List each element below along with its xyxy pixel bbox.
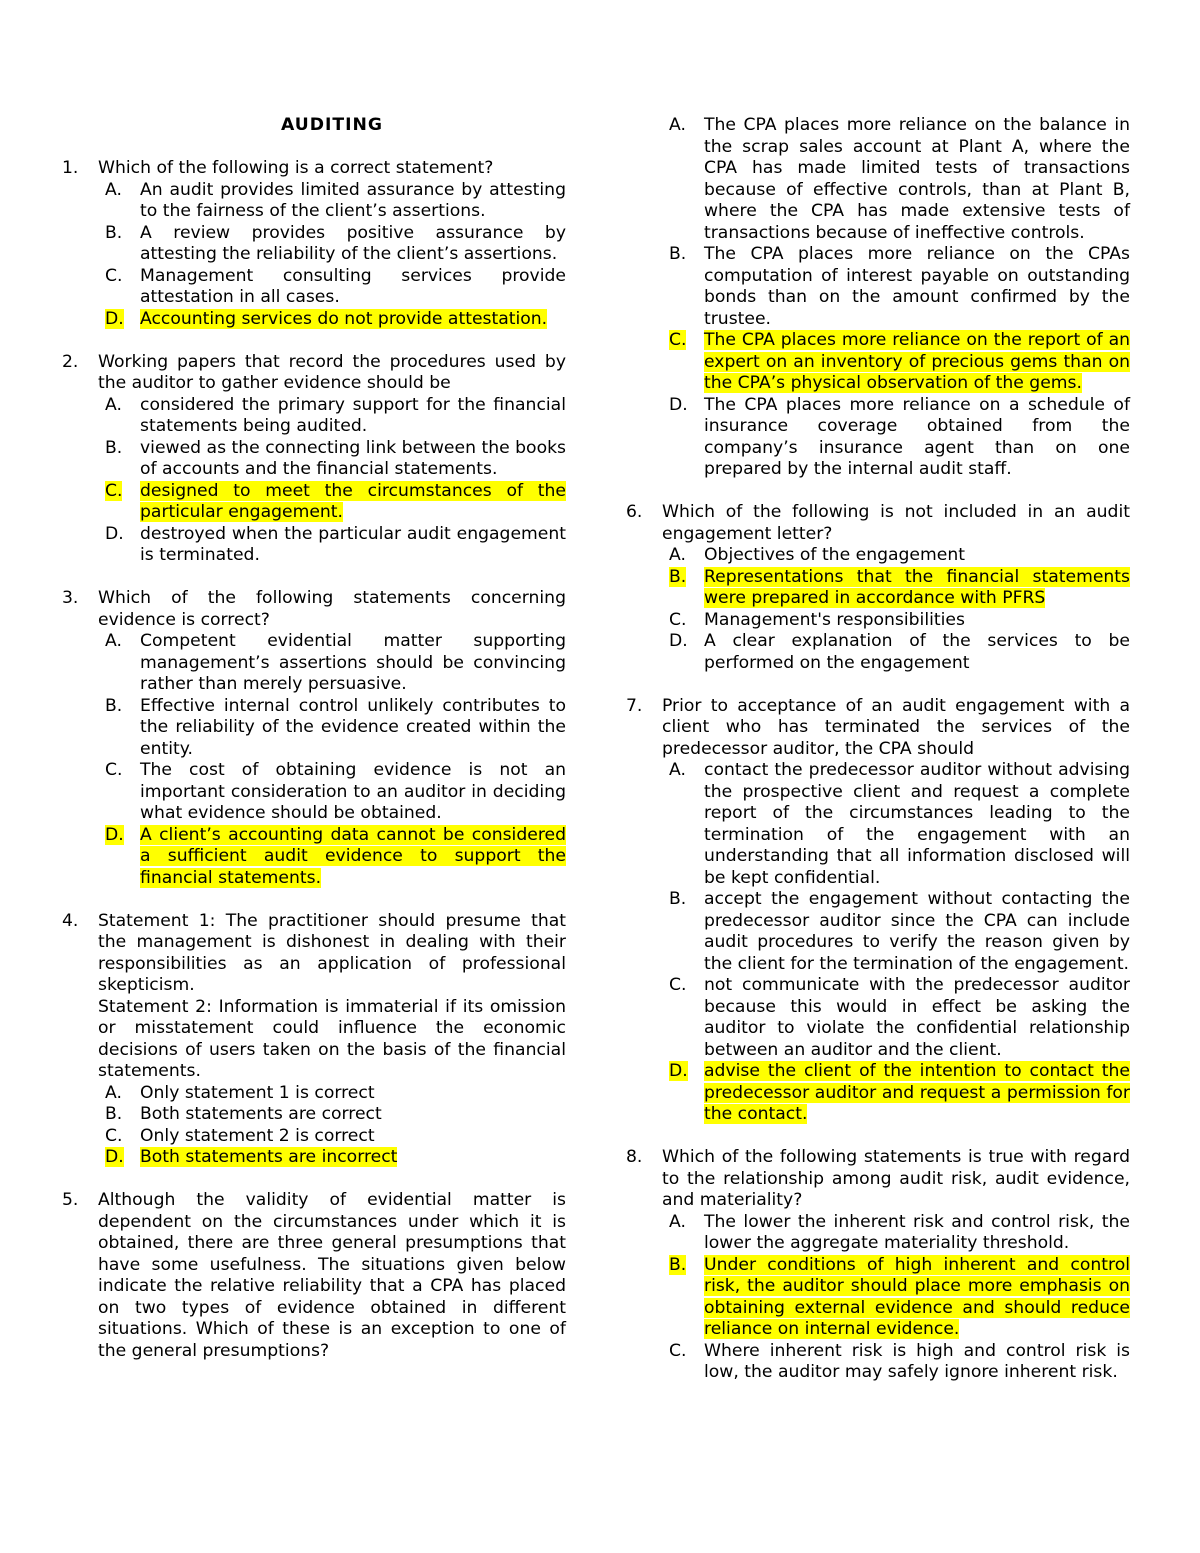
option-b: B. viewed as the connecting link between the books of accounts and the financial statements. (105, 437, 566, 479)
option-b: B. The CPA places more reliance on the CPAs computation of interest payable on outstanding bonds than on the amount confirmed by the trustee. (669, 244, 1130, 329)
question-number: 4. (62, 910, 79, 931)
question-2 (62, 352, 566, 567)
option-c: C. The cost of obtaining evidence is not an important consideration to an auditor in deciding what evidence should be obtained. (105, 760, 566, 823)
option-b-highlighted: B. Representations that the financial statements were prepared in accordance with PFRS (669, 566, 1130, 608)
question-3 (62, 588, 566, 889)
left-column (62, 115, 566, 1384)
question-number: 3. (62, 588, 79, 608)
option-b: B. accept the engagement without contacting the predecessor auditor since the CPA can include audit procedures to verify the reason given by the client for the termination of the engagement. (669, 889, 1130, 974)
option-a: A. contact the predecessor auditor without advising the prospective client and request a complete report of the circumstances leading to the termination of the engagement with an understanding that all information disclosed will be kept confidential. (669, 760, 1130, 888)
question-5-options (626, 115, 1130, 481)
question-number: 6. (626, 502, 643, 522)
question-text: Working papers that record the procedures used by the auditor to gather evidence should be (98, 351, 566, 393)
question-4 (62, 911, 566, 1169)
option-b: B. A review provides positive assurance by attesting the reliability of the client’s assertions. (105, 222, 566, 264)
question-7 (626, 696, 1130, 1126)
option-d-highlighted: D. Accounting services do not provide attestation. (105, 308, 548, 329)
question-text: Which of the following statements concerning evidence is correct? (98, 588, 566, 630)
option-d: D. destroyed when the particular audit engagement is terminated. (105, 523, 566, 565)
option-a: A. An audit provides limited assurance by attesting to the fairness of the client’s assertions. (105, 179, 566, 221)
document-title: AUDITING (280, 115, 383, 135)
question-5 (62, 1190, 566, 1362)
right-column (626, 115, 1130, 1405)
option-a: A. The lower the inherent risk and control risk, the lower the aggregate materiality threshold. (669, 1211, 1130, 1253)
option-d: D. The CPA places more reliance on a schedule of insurance coverage obtained from the company’s insurance agent than on one prepared by the internal audit staff. (669, 394, 1130, 479)
option-a: A. The CPA places more reliance on the balance in the scrap sales account at Plant A, where the CPA has made limited tests of transactions because of effective controls, than at Plant B, where the CPA has made extensive tests of transactions because of ineffective controls. (669, 115, 1130, 243)
question-number: 5. (62, 1190, 79, 1210)
question-number: 1. (62, 158, 79, 178)
question-text: Which of the following is a correct statement? (98, 158, 494, 178)
option-d-highlighted: D. advise the client of the intention to contact the predecessor auditor and request a permission for the contact. (669, 1061, 1130, 1124)
question-text: Which of the following statements is true with regard to the relationship among audit risk, audit evidence, and materiality? (662, 1147, 1130, 1210)
option-a: A. considered the primary support for the financial statements being audited. (105, 394, 566, 436)
option-a: A. Competent evidential matter supporting management’s assertions should be convincing rather than merely persuasive. (105, 631, 566, 694)
option-a: A. Objectives of the engagement (669, 545, 965, 565)
option-b-highlighted: B. Under conditions of high inherent and control risk, the auditor should place more emphasis on obtaining external evidence and should reduce reliance on internal evidence. (669, 1254, 1130, 1339)
option-a: A. Only statement 1 is correct (105, 1082, 375, 1103)
question-8 (626, 1147, 1130, 1384)
option-c: C. Management's responsibilities (669, 609, 965, 630)
question-text: Although the validity of evidential matter is dependent on the circumstances under which it is obtained, there are three general presumptions that have some usefulness. The situations given below indicate the relative reliability that a CPA has placed on two types of evidence obtained in different situations. Which of these is an exception to one of the general presumptions? (98, 1190, 566, 1361)
option-d: D. A clear explanation of the services to be performed on the engagement (669, 631, 1130, 673)
option-c: C. Where inherent risk is high and control risk is low, the auditor may safely ignore inherent risk. (669, 1340, 1130, 1382)
option-b: B. Both statements are correct (105, 1104, 382, 1124)
question-1 (62, 158, 566, 330)
question-number: 7. (626, 695, 643, 716)
question-text: Which of the following is not included in an audit engagement letter? (662, 502, 1130, 544)
option-c: C. Management consulting services provide attestation in all cases. (105, 265, 566, 307)
option-d-highlighted: D. Both statements are incorrect (105, 1147, 398, 1167)
option-c-highlighted: C. The CPA places more reliance on the report of an expert on an inventory of precious gems than on the CPA’s physical observation of the gems. (669, 330, 1130, 393)
question-number: 2. (62, 351, 79, 372)
question-text: Prior to acceptance of an audit engagement with a client who has terminated the services of the predecessor auditor, the CPA should (662, 695, 1130, 759)
statement-2-text: Statement 2: Information is immaterial if its omission or misstatement could influence the economic decisions of users taken on the basis of the financial statements. (98, 996, 566, 1081)
question-6 (626, 502, 1130, 674)
option-c-highlighted: C. designed to meet the circumstances of the particular engagement. (105, 480, 566, 522)
option-c: C. Only statement 2 is correct (105, 1125, 375, 1146)
option-d-highlighted: D. A client’s accounting data cannot be considered a sufficient audit evidence to support the financial statements. (105, 824, 566, 888)
question-number: 8. (626, 1147, 643, 1167)
option-b: B. Effective internal control unlikely contributes to the reliability of the evidence created within the entity. (105, 695, 566, 759)
statement-1-text: Statement 1: The practitioner should presume that the management is dishonest in dealing with their responsibilities as an application of professional skepticism. (98, 910, 566, 995)
option-c: C. not communicate with the predecessor auditor because this would in effect be asking the auditor to violate the confidential relationship between an auditor and the client. (669, 975, 1130, 1060)
